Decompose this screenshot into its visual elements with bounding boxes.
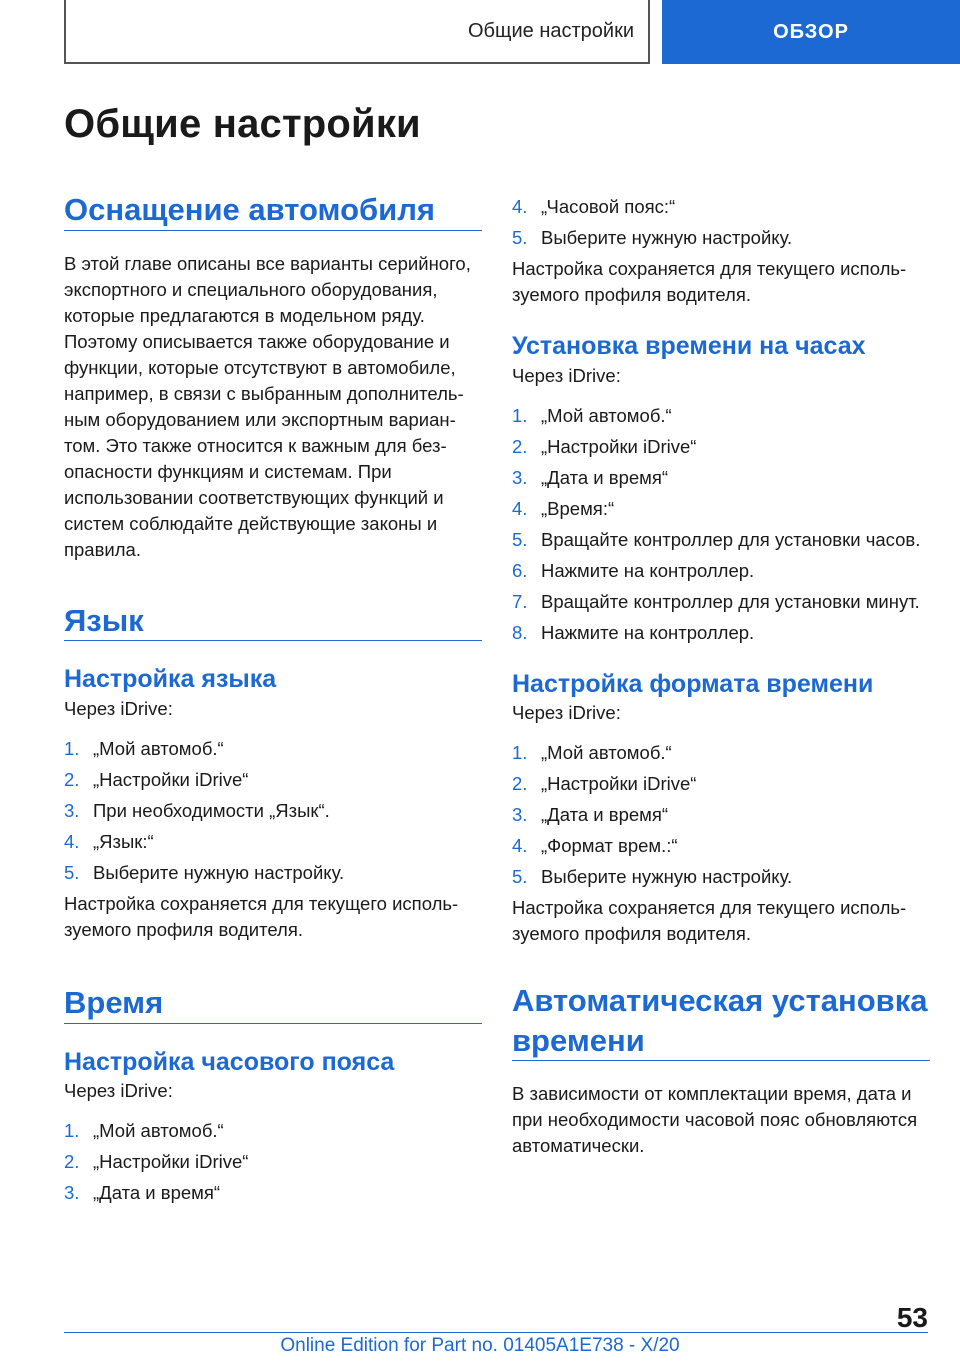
list-item [512, 558, 930, 584]
step-number: 3. [512, 466, 528, 488]
header-section-label: Общие настройки [64, 0, 650, 64]
step-number: 1. [64, 1120, 80, 1142]
footer-edition: Online Edition for Part no. 01405A1E738 - X/20 [280, 1335, 680, 1356]
step-text: „Язык:“ [93, 830, 154, 852]
format-via: Через iDrive: [512, 702, 621, 723]
language-heading: Язык [64, 601, 482, 642]
step-number: 2. [64, 1151, 80, 1173]
step-text: Вращайте контроллер для установки минут. [541, 590, 920, 612]
clock-via: Через iDrive: [512, 364, 621, 386]
list-item [512, 771, 930, 797]
equipment-text: В этой главе описаны все варианты серийного, экспортного и специального оборудования, которые предлагаются в модельном ряду. Поэтому описывается также оборудование и функции, которые отсутствуют в автомобиле, например, в связи с выбранным дополнительным оборудованием или экспортным вариантом. Это также относится к важным для безопасности функциям и системам. При использовании соответствующих функций и систем соблюдайте действующие законы и правила. [64, 252, 471, 560]
list-item [512, 225, 930, 251]
timezone-via: Через iDrive: [64, 1080, 173, 1102]
step-number: 2. [512, 773, 528, 794]
step-text: „Время:“ [541, 497, 615, 519]
step-number: 5. [64, 861, 80, 883]
step-number: 5. [512, 528, 528, 550]
format-note: Настройка сохраняется для текущего используемого профиля водителя. [512, 897, 907, 944]
clock-subheading: Установка времени на часах [512, 332, 866, 360]
step-number: 4. [64, 830, 80, 852]
equipment-heading: Оснащение автомобиля [64, 190, 482, 231]
step-text: „Дата и время“ [541, 804, 669, 825]
step-number: 3. [64, 1182, 80, 1204]
list-item [64, 767, 482, 793]
list-item [512, 465, 930, 491]
list-item [512, 527, 930, 553]
step-number: 6. [512, 559, 528, 581]
step-number: 7. [512, 590, 528, 612]
language-subheading: Настройка языка [64, 665, 277, 694]
format-steps [512, 740, 930, 890]
language-note: Настройка сохраняется для текущего используемого профиля водителя. [64, 892, 459, 940]
list-item [512, 620, 930, 646]
step-number: 3. [512, 804, 528, 825]
step-text: „Мой автомоб.“ [541, 404, 672, 426]
footer-divider [64, 1332, 928, 1333]
timezone-note: Настройка сохраняется для текущего используемого профиля водителя. [512, 258, 907, 305]
step-text: „Настройки iDrive“ [93, 768, 249, 790]
step-text: „Часовой пояс:“ [541, 196, 676, 217]
step-number: 1. [512, 404, 528, 426]
timezone-subheading: Настройка часового пояса [64, 1047, 395, 1076]
step-number: 2. [512, 435, 528, 457]
step-text: Выберите нужную настройку. [541, 227, 793, 248]
time-heading: Время [64, 983, 482, 1024]
list-item [64, 798, 482, 824]
list-item [512, 194, 930, 220]
list-item [512, 802, 930, 828]
list-item [64, 736, 482, 762]
list-item [64, 829, 482, 855]
step-number: 4. [512, 196, 528, 217]
clock-steps [512, 403, 930, 646]
step-text: При необходимости „Язык“. [93, 799, 330, 821]
auto-time-heading: Автоматическая установка времени [512, 981, 930, 1061]
step-text: „Настройки iDrive“ [541, 773, 697, 794]
language-steps [64, 736, 482, 886]
list-item [64, 860, 482, 886]
step-text: „Дата и время“ [93, 1182, 221, 1204]
step-text: Вращайте контроллер для установки часов. [541, 528, 921, 550]
step-number: 4. [512, 497, 528, 519]
step-text: Выберите нужную настройку. [93, 861, 345, 883]
step-text: „Мой автомоб.“ [541, 742, 672, 763]
left-column [64, 190, 482, 1211]
list-item [64, 1149, 482, 1175]
step-text: Выберите нужную настройку. [541, 866, 793, 887]
step-number: 2. [64, 768, 80, 790]
list-item [512, 833, 930, 859]
step-text: „Настройки iDrive“ [541, 435, 697, 457]
list-item [512, 496, 930, 522]
step-text: Нажмите на контроллер. [541, 559, 755, 581]
step-text: „Формат врем.:“ [541, 835, 678, 856]
format-subheading: Настройка формата времени [512, 669, 874, 698]
step-number: 5. [512, 227, 528, 248]
timezone-steps [64, 1118, 482, 1206]
step-text: „Настройки iDrive“ [93, 1151, 249, 1173]
auto-time-text: В зависимости от комплектации время, дата и при необходимости часовой пояс обновляются автоматически. [512, 1083, 918, 1157]
list-item [64, 1118, 482, 1144]
list-item [512, 864, 930, 890]
page-number: 53 [896, 1302, 928, 1333]
list-item [512, 589, 930, 615]
right-column [512, 190, 930, 1159]
timezone-steps-continued [512, 194, 930, 251]
step-number: 4. [512, 835, 528, 856]
step-number: 1. [64, 737, 80, 759]
header-tab-overview[interactable]: ОБЗОР [662, 0, 960, 64]
list-item [64, 1180, 482, 1206]
step-text: „Дата и время“ [541, 466, 669, 488]
step-text: Нажмите на контроллер. [541, 621, 755, 643]
list-item [512, 740, 930, 766]
list-item [512, 403, 930, 429]
step-number: 5. [512, 866, 528, 887]
step-number: 3. [64, 799, 80, 821]
step-number: 8. [512, 621, 528, 643]
page-title: Общие настройки [64, 102, 421, 146]
step-number: 1. [512, 742, 528, 763]
list-item [512, 434, 930, 460]
step-text: „Мой автомоб.“ [93, 737, 224, 759]
language-via: Через iDrive: [64, 697, 173, 719]
step-text: „Мой автомоб.“ [93, 1120, 224, 1142]
